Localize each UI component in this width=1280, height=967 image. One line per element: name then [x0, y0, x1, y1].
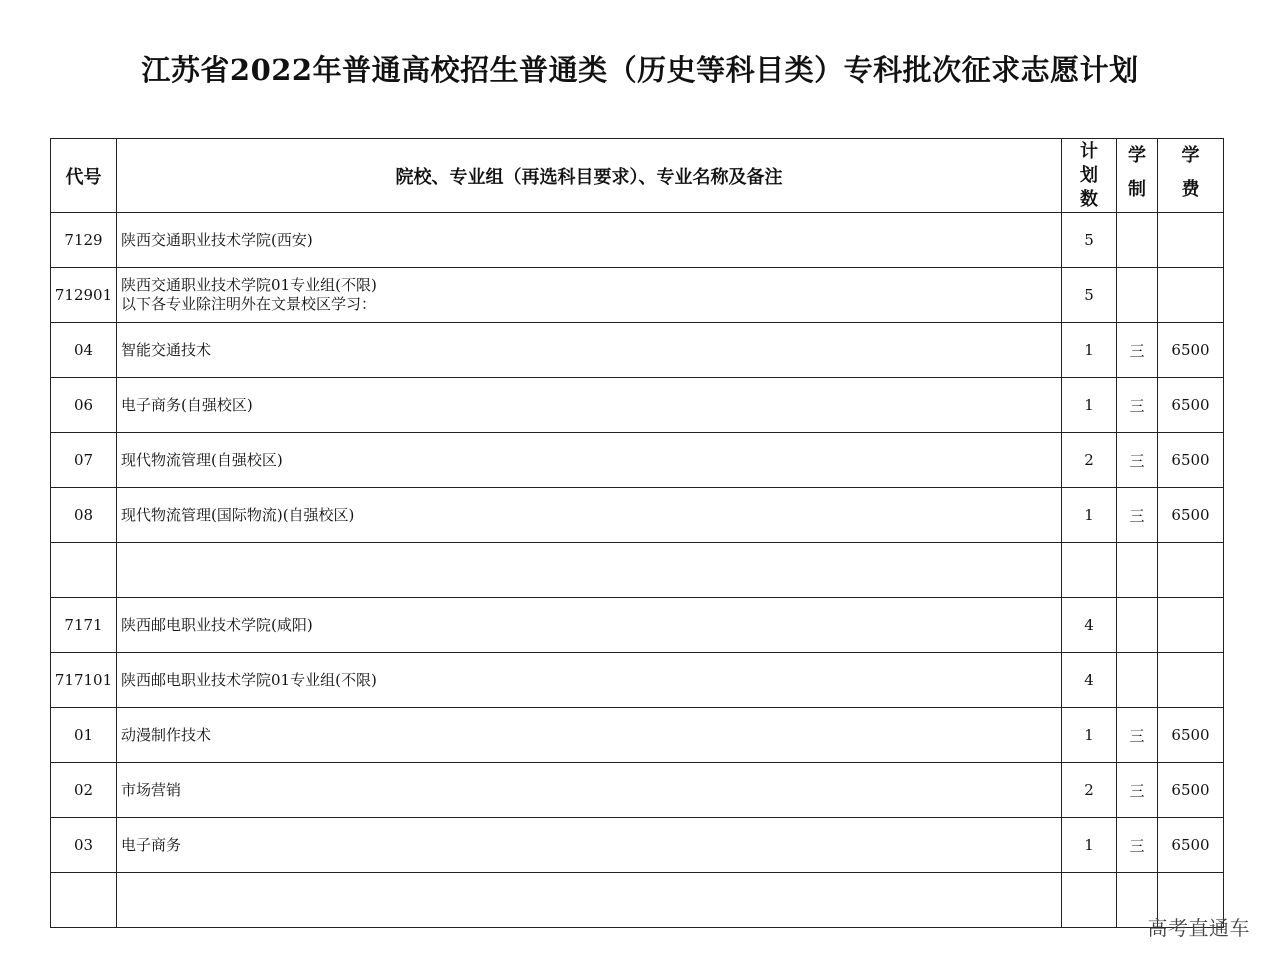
cell-system: 三 [1117, 818, 1158, 873]
table-row [51, 378, 1224, 433]
cell-code: 04 [51, 323, 117, 378]
cell-system: 三 [1117, 323, 1158, 378]
cell-name-line: 智能交通技术 [121, 340, 212, 359]
cell-fee: 6500 [1158, 433, 1224, 488]
cell-name-line: 陕西邮电职业技术学院01专业组(不限) [121, 670, 377, 689]
cell-system [1117, 543, 1158, 598]
cell-name [117, 818, 1062, 873]
cell-plan: 1 [1062, 378, 1117, 433]
cell-code: 717101 [51, 653, 117, 708]
cell-system: 三 [1117, 708, 1158, 763]
cell-fee: 6500 [1158, 763, 1224, 818]
table-row [51, 268, 1224, 323]
cell-plan [1062, 873, 1117, 928]
cell-fee: 6500 [1158, 818, 1224, 873]
table-row [51, 598, 1224, 653]
table-header-row [51, 139, 1224, 213]
cell-name-line: 电子商务(自强校区) [121, 395, 253, 414]
cell-name [117, 488, 1062, 543]
cell-system [1117, 213, 1158, 268]
table-row [51, 653, 1224, 708]
cell-plan: 4 [1062, 653, 1117, 708]
cell-code: 712901 [51, 268, 117, 323]
cell-name [117, 708, 1062, 763]
cell-system: 三 [1117, 488, 1158, 543]
cell-fee [1158, 543, 1224, 598]
cell-fee: 6500 [1158, 488, 1224, 543]
cell-code: 02 [51, 763, 117, 818]
cell-name-line: 现代物流管理(国际物流)(自强校区) [121, 505, 355, 524]
cell-name-line: 市场营销 [121, 780, 182, 799]
cell-system: 三 [1117, 378, 1158, 433]
cell-plan: 1 [1062, 323, 1117, 378]
cell-name-line: 陕西交通职业技术学院01专业组(不限) [121, 276, 377, 294]
cell-name [117, 213, 1062, 268]
cell-plan: 1 [1062, 488, 1117, 543]
cell-fee [1158, 213, 1224, 268]
header-fee-char: 费 [1181, 179, 1200, 200]
cell-code: 7129 [51, 213, 117, 268]
table-row [51, 488, 1224, 543]
cell-plan: 2 [1062, 433, 1117, 488]
cell-fee: 6500 [1158, 323, 1224, 378]
cell-code: 06 [51, 378, 117, 433]
cell-name [117, 378, 1062, 433]
cell-name [117, 268, 1062, 323]
header-plan-char: 数 [1080, 188, 1098, 210]
cell-name-line: 现代物流管理(自强校区) [121, 450, 283, 469]
cell-code: 08 [51, 488, 117, 543]
page-title: 江苏省2022年普通高校招生普通类（历史等科目类）专科批次征求志愿计划 [141, 53, 1139, 87]
cell-name [117, 433, 1062, 488]
cell-plan [1062, 543, 1117, 598]
cell-name [117, 598, 1062, 653]
cell-code: 03 [51, 818, 117, 873]
cell-name-line: 陕西邮电职业技术学院(咸阳) [121, 615, 313, 634]
cell-name [117, 323, 1062, 378]
cell-code [51, 543, 117, 598]
cell-fee [1158, 653, 1224, 708]
cell-name [117, 653, 1062, 708]
cell-name [117, 763, 1062, 818]
table-row [51, 213, 1224, 268]
cell-name-line: 动漫制作技术 [121, 725, 212, 744]
header-name: 院校、专业组（再选科目要求）、专业名称及备注 [117, 139, 1062, 213]
header-plan-char: 划 [1080, 164, 1098, 186]
cell-plan: 5 [1062, 213, 1117, 268]
cell-fee: 6500 [1158, 378, 1224, 433]
cell-plan: 2 [1062, 763, 1117, 818]
cell-system [1117, 268, 1158, 323]
cell-fee [1158, 598, 1224, 653]
cell-name [117, 543, 1062, 598]
header-system-char: 学 [1128, 145, 1146, 166]
table-row [51, 818, 1224, 873]
table-row [51, 433, 1224, 488]
header-fee [1158, 139, 1224, 213]
cell-code [51, 873, 117, 928]
cell-system [1117, 653, 1158, 708]
cell-code: 01 [51, 708, 117, 763]
cell-code: 7171 [51, 598, 117, 653]
table-row [51, 323, 1224, 378]
cell-name [117, 873, 1062, 928]
cell-plan: 4 [1062, 598, 1117, 653]
header-fee-char: 学 [1181, 145, 1200, 166]
cell-plan: 1 [1062, 818, 1117, 873]
header-plan [1062, 139, 1117, 213]
cell-fee [1158, 268, 1224, 323]
header-system [1117, 139, 1158, 213]
cell-name-line: 陕西交通职业技术学院(西安) [121, 230, 313, 249]
cell-fee: 6500 [1158, 708, 1224, 763]
header-system-char: 制 [1128, 179, 1146, 200]
cell-system: 三 [1117, 763, 1158, 818]
header-plan-char: 计 [1080, 140, 1098, 162]
cell-name-line: 电子商务 [121, 835, 182, 854]
cell-code: 07 [51, 433, 117, 488]
cell-plan: 5 [1062, 268, 1117, 323]
cell-plan: 1 [1062, 708, 1117, 763]
enrollment-plan-table [50, 138, 1224, 928]
cell-system [1117, 598, 1158, 653]
table-row [51, 873, 1224, 928]
cell-name-line: 以下各专业除注明外在文景校区学习： [121, 295, 377, 313]
table-row [51, 763, 1224, 818]
header-code: 代号 [51, 139, 117, 213]
cell-system: 三 [1117, 433, 1158, 488]
table-row [51, 543, 1224, 598]
table-row [51, 708, 1224, 763]
watermark: 高考直通车 [1147, 916, 1250, 940]
